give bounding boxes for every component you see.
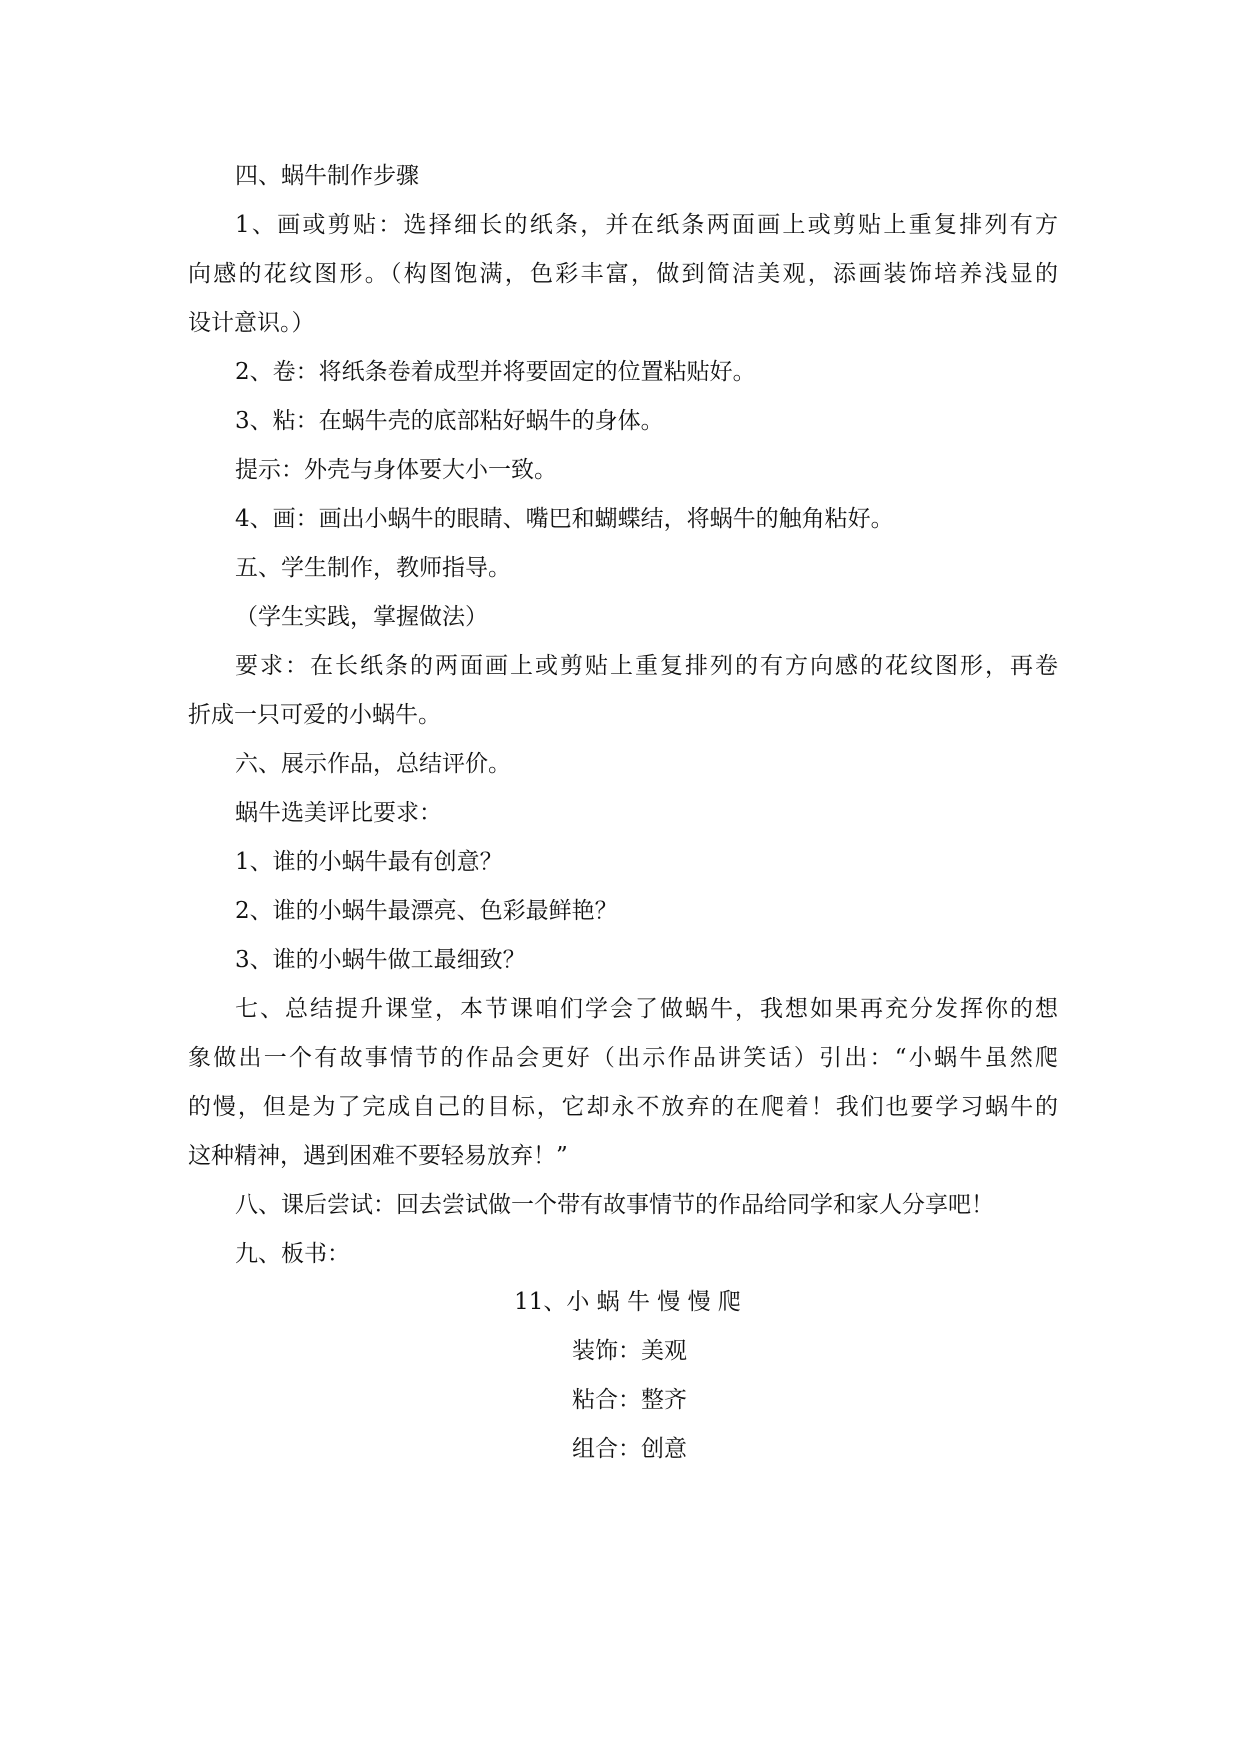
list-item: 3、谁的小蜗牛做工最细致？ bbox=[235, 947, 526, 973]
paragraph-line: 蜗牛选美评比要求： bbox=[235, 800, 442, 826]
paragraph-line: 1、画或剪贴：选择细长的纸条，并在纸条两面画上或剪贴上重复排列有方 bbox=[235, 212, 1058, 238]
paragraph-line: 设计意识。） bbox=[188, 310, 315, 336]
section-heading-practice: 五、学生制作，教师指导。 bbox=[235, 555, 511, 581]
list-item: 2、谁的小蜗牛最漂亮、色彩最鲜艳？ bbox=[235, 898, 618, 924]
section-heading-homework: 八、课后尝试：回去尝试做一个带有故事情节的作品给同学和家人分享吧！ bbox=[235, 1192, 994, 1218]
section-heading-showcase: 六、展示作品，总结评价。 bbox=[235, 751, 511, 777]
section-heading-blackboard: 九、板书： bbox=[235, 1241, 350, 1267]
blackboard-item: 装饰：美观 bbox=[572, 1338, 687, 1364]
document-body bbox=[188, 152, 1058, 1279]
list-item: 1、谁的小蜗牛最有创意？ bbox=[235, 849, 503, 875]
section-heading-steps: 四、蜗牛制作步骤 bbox=[235, 163, 419, 189]
paragraph-line: 这种精神，遇到困难不要轻易放弃！” bbox=[188, 1143, 568, 1169]
paragraph-line: 4、画：画出小蜗牛的眼睛、嘴巴和蝴蝶结，将蜗牛的触角粘好。 bbox=[235, 506, 894, 532]
blackboard-title: 11、小 蜗 牛 慢 慢 爬 bbox=[514, 1289, 741, 1315]
paragraph-line: 提示：外壳与身体要大小一致。 bbox=[235, 457, 557, 483]
paragraph-line: 的慢，但是为了完成自己的目标，它却永不放弃的在爬着！我们也要学习蜗牛的 bbox=[188, 1094, 1058, 1120]
section-heading-summary: 七、总结提升课堂，本节课咱们学会了做蜗牛，我想如果再充分发挥你的想 bbox=[235, 996, 1058, 1022]
paragraph-line: 3、粘：在蜗牛壳的底部粘好蜗牛的身体。 bbox=[235, 408, 664, 434]
paragraph-line: 向感的花纹图形。（构图饱满，色彩丰富，做到简洁美观，添画装饰培养浅显的 bbox=[188, 261, 1058, 287]
blackboard-item: 组合：创意 bbox=[572, 1436, 687, 1462]
paragraph-line: （学生实践，掌握做法） bbox=[235, 604, 488, 630]
paragraph-line: 2、卷：将纸条卷着成型并将要固定的位置粘贴好。 bbox=[235, 359, 756, 385]
blackboard-item: 粘合：整齐 bbox=[572, 1387, 687, 1413]
paragraph-line: 要求：在长纸条的两面画上或剪贴上重复排列的有方向感的花纹图形，再卷 bbox=[235, 653, 1058, 679]
paragraph-line: 折成一只可爱的小蜗牛。 bbox=[188, 702, 441, 728]
paragraph-line: 象做出一个有故事情节的作品会更好（出示作品讲笑话）引出：“小蜗牛虽然爬 bbox=[188, 1045, 1058, 1071]
